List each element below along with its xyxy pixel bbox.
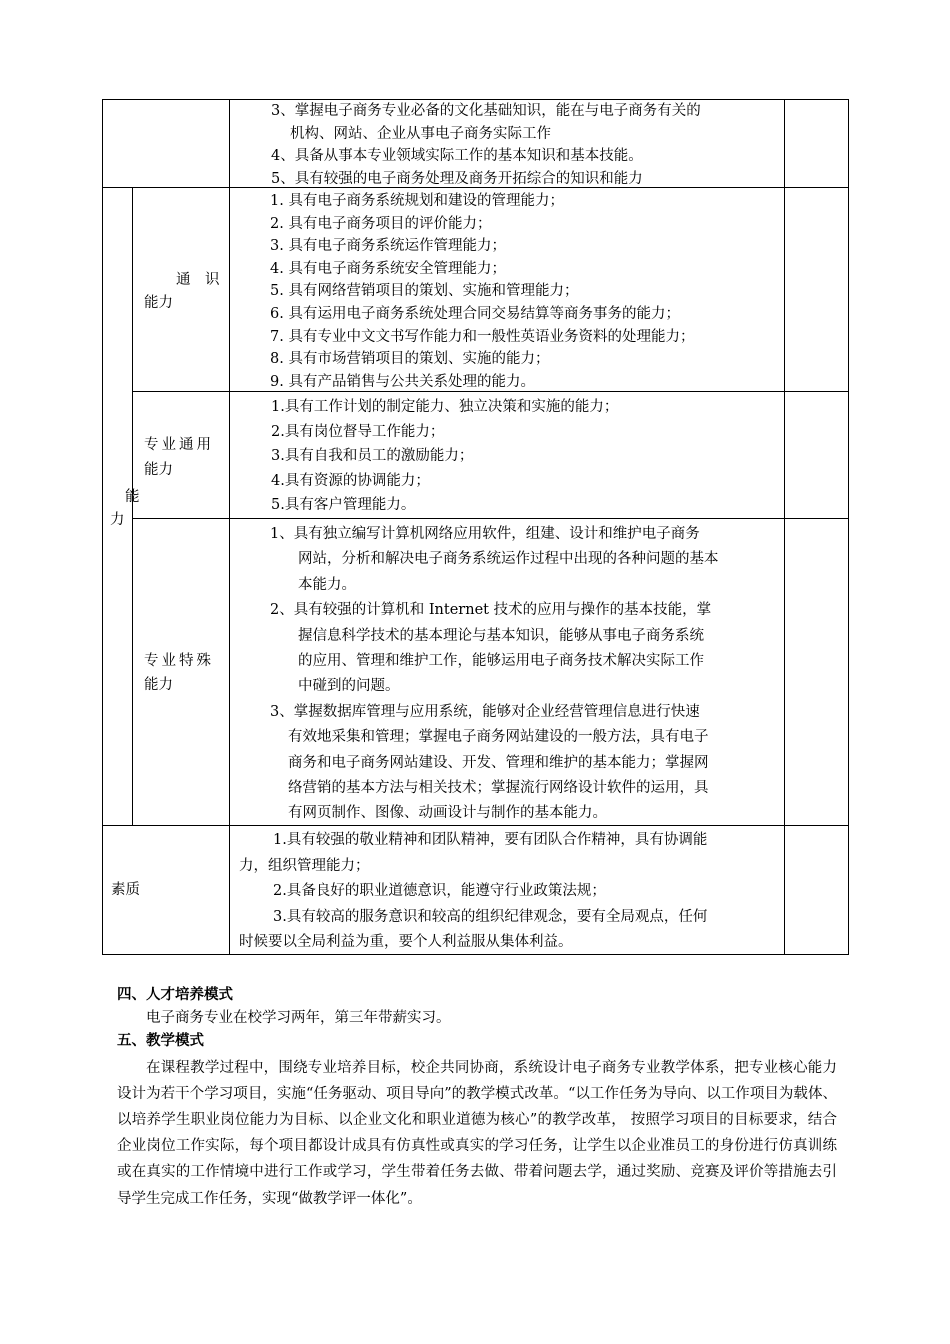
- ability-group-label: 力: [110, 512, 125, 528]
- common-ability-label: 专业通用: [144, 437, 214, 453]
- list-item: 3. 具有电子商务系统运作管理能力；: [270, 238, 506, 255]
- list-item: 5、具有较强的电子商务处理及商务开拓综合的知识和能力: [271, 170, 643, 187]
- section-heading: 五、教学模式: [117, 1033, 204, 1049]
- list-item: 1.具有工作计划的制定能力、独立决策和实施的能力；: [271, 399, 619, 415]
- list-item: 5. 具有网络营销项目的策划、实施和管理能力；: [270, 283, 579, 300]
- quality-items: [230, 828, 784, 956]
- list-item: 3、掌握数据库管理与应用系统，能够对企业经营管理信息进行快速: [270, 703, 700, 720]
- list-item: 3.具有较高的服务意识和较高的组织纪律观念，要有全局观点，任何: [273, 908, 708, 925]
- table-rule: [102, 99, 103, 955]
- list-item: 1.具有较强的敬业精神和团队精神，要有团队合作精神，具有协调能: [273, 832, 708, 848]
- list-item: 有网页制作、图像、动画设计与制作的基本能力。: [288, 805, 607, 822]
- list-item: 2.具备良好的职业道德意识，能遵守行业政策法规；: [273, 883, 606, 900]
- special-ability-items: [230, 522, 784, 827]
- quality-label: 素质: [111, 882, 140, 898]
- knowledge-items-cell: [230, 100, 784, 190]
- list-item: 8. 具有市场营销项目的策划、实施的能力；: [270, 351, 550, 368]
- list-item: 4. 具有电子商务系统安全管理能力；: [270, 260, 506, 277]
- section-heading: 四、人才培养模式: [117, 987, 233, 1003]
- list-item: 的应用、管理和维护工作，能够运用电子商务技术解决实际工作: [298, 653, 704, 670]
- list-item: 本能力。: [298, 576, 356, 593]
- list-item: 商务和电子商务网站建设、开发、管理和维护的基本能力；掌握网: [288, 754, 709, 771]
- list-item: 中碰到的问题。: [298, 678, 400, 695]
- list-item: 有效地采集和管理；掌握电子商务网站建设的一般方法，具有电子: [288, 729, 709, 746]
- list-item: 6. 具有运用电子商务系统处理合同交易结算等商务事务的能力；: [270, 305, 680, 322]
- list-item: 网站，分析和解决电子商务系统运作过程中出现的各种问题的基本: [298, 551, 719, 568]
- list-item: 1. 具有电子商务系统规划和建设的管理能力；: [270, 193, 564, 209]
- list-item: 9. 具有产品销售与公共关系处理的能力。: [270, 373, 535, 390]
- common-ability-items: [230, 395, 784, 518]
- list-item: 3、掌握电子商务专业必备的文化基础知识，能在与电子商务有关的: [271, 103, 701, 119]
- list-item: 络营销的基本方法与相关技术；掌握流行网络设计软件的运用，具: [288, 780, 709, 797]
- table-rule: [784, 99, 785, 955]
- general-ability-items: [230, 190, 784, 393]
- table-rule: [848, 99, 849, 955]
- general-ability-label: 能力: [144, 295, 173, 311]
- common-ability-label: 能力: [144, 462, 173, 478]
- ability-group-label: 能: [125, 489, 140, 505]
- section-talent-mode: [117, 984, 837, 1030]
- list-item: 2、具有较强的计算机和 Internet 技术的应用与操作的基本技能，掌: [270, 602, 712, 619]
- section-paragraph: 电子商务专业在校学习两年，第三年带薪实习。: [146, 1009, 451, 1026]
- section-paragraph: 在课程教学过程中，围绕专业培养目标，校企共同协商，系统设计电子商务专业教学体系，把专业核心能力设计为若干个学习项目，实施“任务驱动、项目导向”的教学模式改革。“以工作任务为导向、以工作项目为载体、以培养学生职业岗位能力为目标、以企业文化和职业道德为核心”的教学改革， 按照学习项目的目标要求，结合企业岗位工作实际，每个项目都设计成具有仿真性或真实的学习任务，让学生以企业准员工的身份进行仿真训练或在真实的工作情境中进行工作或学习，学生带着任务去做、带着问题去学，通过奖励、竞赛及评价等措施去引导学生完成工作任务，实现“做教学评一体化”。: [117, 1059, 837, 1207]
- special-ability-label: 专业特殊: [144, 653, 214, 669]
- list-item: 3.具有自我和员工的激励能力；: [271, 448, 474, 465]
- list-item: 4、具备从事本专业领域实际工作的基本知识和基本技能。: [271, 148, 643, 165]
- list-item: 1、具有独立编写计算机网络应用软件，组建、设计和维护电子商务: [270, 526, 700, 542]
- table-rule: [132, 518, 849, 519]
- list-item: 机构、网站、企业从事电子商务实际工作: [290, 125, 551, 142]
- list-item: 5.具有客户管理能力。: [271, 497, 416, 514]
- list-item: 握信息科学技术的基本理论与基本知识，能够从事电子商务系统: [298, 627, 704, 644]
- list-item: 时候要以全局利益为重，要个人利益服从集体利益。: [239, 934, 573, 951]
- curriculum-table: [102, 99, 849, 955]
- list-item: 2. 具有电子商务项目的评价能力；: [270, 215, 492, 232]
- list-item: 7. 具有专业中文文书写作能力和一般性英语业务资料的处理能力；: [270, 328, 695, 345]
- list-item: 2.具有岗位督导工作能力；: [271, 423, 445, 440]
- special-ability-label: 能力: [144, 677, 173, 693]
- section-teaching-mode: [117, 1030, 837, 1212]
- list-item: 4.具有资源的协调能力；: [271, 472, 430, 489]
- list-item: 力，组织管理能力；: [239, 857, 370, 874]
- general-ability-label: 通 识: [176, 272, 220, 288]
